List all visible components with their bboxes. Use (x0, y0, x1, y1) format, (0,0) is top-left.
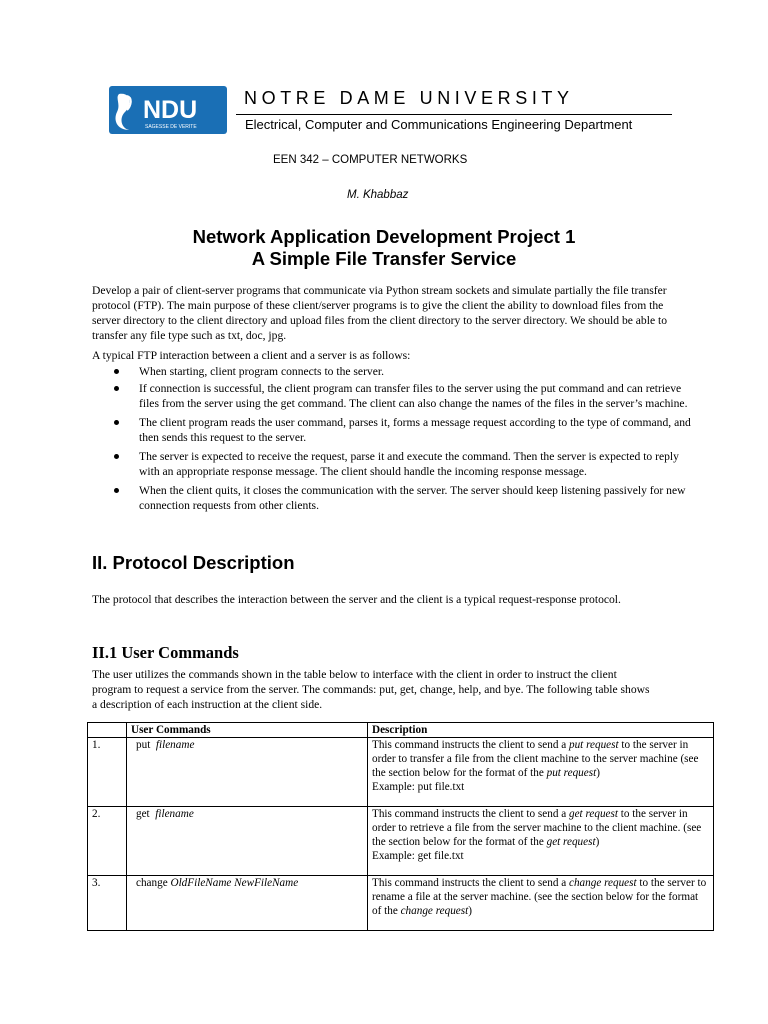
list-item: When the client quits, it closes the communication with the server. The server should keep listening passively for new connection requests from other clients. (92, 483, 692, 513)
logo-motto: SAGESSE DE VERITE (145, 124, 197, 130)
bullet-icon (114, 488, 119, 493)
course-title: EEN 342 – COMPUTER NETWORKS (273, 154, 468, 166)
author-name: M. Khabbaz (347, 189, 409, 201)
description-cell: This command instructs the client to send a get request to the server in order to retrieve a file from the server machine to the client machine. (see the section below for the format of the get request) Example: get file.txt (368, 807, 714, 876)
bullet-icon (114, 420, 119, 425)
commands-table (87, 722, 714, 931)
row-number: 3. (88, 876, 127, 931)
command-cell: put filename (127, 738, 368, 807)
department-name: Electrical, Computer and Communications Engineering Department (245, 117, 633, 132)
row-number: 2. (88, 807, 127, 876)
table-header-commands: User Commands (127, 723, 368, 738)
table-header-row (88, 723, 714, 738)
list-item: The client program reads the user command, parses it, forms a message request according to the type of command, and then sends this request to the server. (92, 415, 692, 445)
command-cell: get filename (127, 807, 368, 876)
university-name: NOTRE DAME UNIVERSITY (244, 88, 574, 108)
bullet-icon (114, 369, 119, 374)
interaction-list (92, 364, 692, 515)
list-item: When starting, client program connects to the server. (92, 364, 692, 379)
intro-paragraph: Develop a pair of client-server programs that communicate via Python stream sockets and simulate partially the file transfer protocol (FTP). The main purpose of these client/server programs is to give the client the ability to download files from the server directory to the client directory and upload files from the client directory to the server directory. We should be able to transfer any file type such as txt, doc, jpg. (92, 284, 668, 342)
description-cell: This command instructs the client to send a put request to the server in order to transfer a file from the client machine to the server machine (see the section below for the format of the put request) Example: put file.txt (368, 738, 714, 807)
ndu-logo (109, 86, 227, 134)
description-cell: This command instructs the client to send a change request to the server to rename a file at the server machine. (see the section below for the format of the change request) (368, 876, 714, 931)
subsection-heading-user-commands: II.1 User Commands (92, 643, 239, 662)
user-commands-paragraph: The user utilizes the commands shown in the table below to interface with the client in order to instruct the client program to request a service from the server. The commands: put, get, change, help, and bye. The following table shows a description of each instruction at the client side. (92, 668, 650, 711)
table-header-description: Description (368, 723, 714, 738)
project-subtitle: A Simple File Transfer Service (251, 248, 517, 269)
list-item: If connection is successful, the client program can transfer files to the server using the put command and can retrieve files from the server using the get command. The client can also change the names of the files in the server’s machine. (92, 381, 692, 411)
section-heading-protocol: II. Protocol Description (92, 552, 295, 573)
list-item: The server is expected to receive the request, parse it and execute the command. Then the server is expected to reply with an appropriate response message. The client should handle the incoming response message. (92, 449, 692, 479)
logo-wordmark: NDU (143, 96, 198, 124)
table-header-number (88, 723, 127, 738)
project-title: Network Application Development Project 1 (192, 226, 576, 247)
command-cell: change OldFileName NewFileName (127, 876, 368, 931)
header-divider (236, 114, 672, 115)
table-row (88, 807, 714, 876)
row-number: 1. (88, 738, 127, 807)
bullet-icon (114, 454, 119, 459)
bullet-icon (114, 386, 119, 391)
intro-lead: A typical FTP interaction between a client and a server is as follows: (92, 349, 411, 362)
protocol-paragraph: The protocol that describes the interaction between the server and the client is a typical request-response protocol. (92, 593, 621, 606)
table-row (88, 876, 714, 931)
table-row (88, 738, 714, 807)
